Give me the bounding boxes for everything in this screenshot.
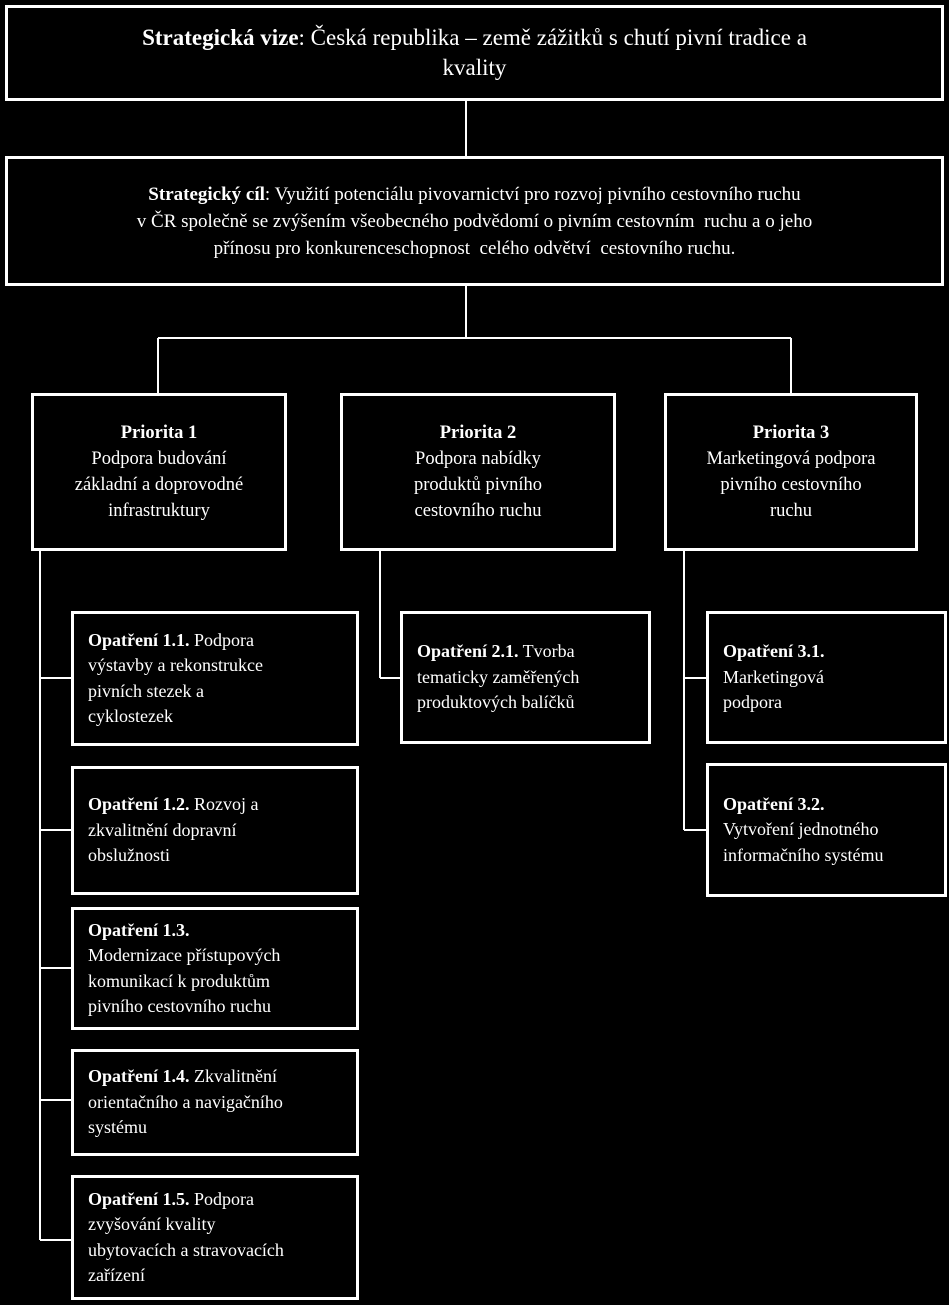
measure-1-5-line-3: ubytovacích a stravovacích bbox=[88, 1239, 284, 1260]
measure-3-2-line-3: informačního systému bbox=[723, 844, 884, 865]
measure-1-2-line-3: obslužnosti bbox=[88, 845, 171, 866]
measure-3-2-box bbox=[706, 763, 947, 897]
measure-1-4-line-1 bbox=[88, 1064, 348, 1090]
strategic-goal-box bbox=[5, 156, 944, 286]
measure-1-1-line-1 bbox=[88, 628, 348, 654]
measure-1-4-line-2: orientačního a navigačního bbox=[88, 1091, 283, 1112]
measure-1-5-label: Opatření 1.5. bbox=[88, 1188, 190, 1209]
strategic-goal-text-1: : Využití potenciálu pivovarnictví pro rozvoj pivního cestovního ruchu bbox=[264, 183, 801, 205]
measure-1-1-label: Opatření 1.1. bbox=[88, 629, 190, 650]
measure-1-3-line-4: pivního cestovního ruchu bbox=[88, 996, 271, 1016]
strategic-goal-label: Strategický cíl bbox=[148, 183, 265, 205]
measure-2-1-line-3: produktových balíčků bbox=[417, 692, 575, 713]
measure-2-1-line-2: tematicky zaměřených bbox=[417, 666, 580, 687]
priority-3-line-3: ruchu bbox=[769, 501, 813, 521]
measure-2-1-line-1 bbox=[417, 639, 640, 665]
strategic-goal-line-1 bbox=[148, 181, 800, 208]
priority-3-box bbox=[664, 393, 918, 551]
measure-1-2-first: Rozvoj a bbox=[189, 794, 259, 815]
strategic-vision-text: : Česká republika – země zážitků s chutí pivní tradice a bbox=[298, 25, 807, 50]
measure-1-3-line-2: Modernizace přístupových bbox=[88, 945, 281, 965]
measure-1-1-line-2: výstavby a rekonstrukce bbox=[88, 655, 263, 675]
priority-2-box bbox=[340, 393, 616, 551]
measure-1-5-line-1 bbox=[88, 1187, 348, 1213]
measure-3-2-line-2: Vytvoření jednotného bbox=[723, 819, 879, 840]
priority-1-box bbox=[31, 393, 287, 551]
strategic-vision-line-1 bbox=[142, 23, 807, 53]
measure-1-5-first: Podpora bbox=[189, 1188, 254, 1209]
measure-3-1-label: Opatření 3.1. bbox=[723, 641, 825, 662]
measure-3-1-line-1 bbox=[723, 639, 936, 665]
measure-1-4-first: Zkvalitnění bbox=[189, 1066, 277, 1087]
measure-1-4-label: Opatření 1.4. bbox=[88, 1066, 190, 1087]
measure-2-1-label: Opatření 2.1. bbox=[417, 641, 519, 662]
priority-1-line-2: základní a doprovodné bbox=[74, 475, 244, 495]
strategic-vision-box bbox=[5, 5, 944, 101]
measure-1-3-line-1 bbox=[88, 918, 348, 944]
measure-3-1-line-3: podpora bbox=[723, 692, 782, 713]
measure-1-3-box bbox=[71, 907, 359, 1030]
measure-1-5-line-4: zařízení bbox=[88, 1265, 145, 1285]
strategic-vision-line-2: kvality bbox=[442, 55, 507, 80]
priority-1-line-3: infrastruktury bbox=[108, 501, 210, 521]
priority-3-title: Priorita 3 bbox=[752, 423, 830, 443]
measure-1-3-label: Opatření 1.3. bbox=[88, 919, 190, 940]
measure-1-2-line-2: zkvalitnění dopravní bbox=[88, 819, 237, 840]
measure-1-5-box bbox=[71, 1175, 359, 1300]
strategic-goal-line-3: přínosu pro konkurenceschopnost celého odvětví cestovního ruchu. bbox=[213, 237, 736, 259]
measure-1-2-box bbox=[71, 766, 359, 895]
priority-2-line-2: produktů pivního bbox=[414, 475, 542, 495]
strategic-vision-label: Strategická vize bbox=[142, 25, 299, 50]
measure-1-2-line-1 bbox=[88, 792, 348, 818]
priority-1-line-1: Podpora budování bbox=[91, 449, 227, 469]
measure-2-1-first: Tvorba bbox=[518, 641, 575, 662]
priority-1-title: Priorita 1 bbox=[120, 423, 198, 443]
measure-2-1-box bbox=[400, 611, 651, 744]
priority-2-line-3: cestovního ruchu bbox=[414, 501, 542, 521]
priority-2-title: Priorita 2 bbox=[439, 423, 517, 443]
priority-2-line-1: Podpora nabídky bbox=[415, 449, 541, 469]
strategic-goal-line-2: v ČR společně se zvýšením všeobecného podvědomí o pivním cestovním ruchu a o jeho bbox=[136, 210, 813, 232]
measure-3-2-line-1 bbox=[723, 792, 936, 818]
priority-3-line-1: Marketingová podpora bbox=[706, 449, 876, 469]
measure-1-1-line-4: cyklostezek bbox=[88, 706, 173, 726]
measure-3-2-label: Opatření 3.2. bbox=[723, 793, 825, 814]
priority-3-line-2: pivního cestovního bbox=[720, 475, 862, 495]
measure-1-2-label: Opatření 1.2. bbox=[88, 794, 190, 815]
measure-1-1-line-3: pivních stezek a bbox=[88, 680, 204, 701]
measure-1-5-line-2: zvyšování kvality bbox=[88, 1214, 216, 1234]
measure-3-1-box bbox=[706, 611, 947, 744]
measure-1-3-line-3: komunikací k produktům bbox=[88, 970, 270, 991]
measure-1-1-box bbox=[71, 611, 359, 746]
measure-1-4-line-3: systému bbox=[88, 1117, 148, 1138]
measure-3-1-line-2: Marketingová bbox=[723, 666, 824, 687]
measure-1-1-first: Podpora bbox=[189, 629, 254, 650]
measure-1-4-box bbox=[71, 1049, 359, 1156]
